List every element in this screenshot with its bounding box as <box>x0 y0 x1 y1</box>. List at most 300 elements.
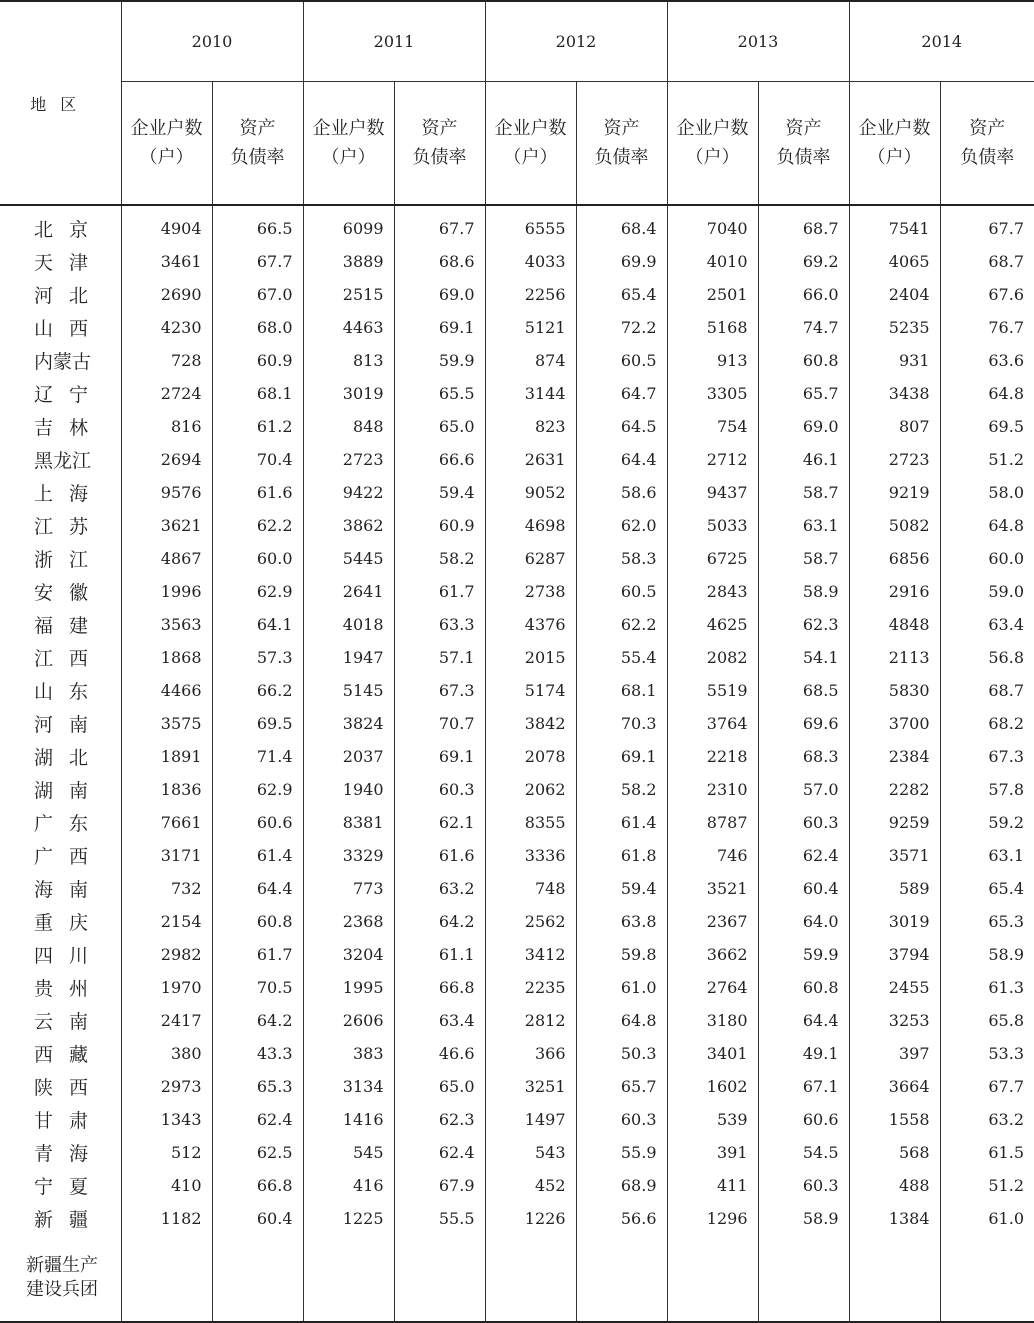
region-cell: 山西 <box>0 311 121 344</box>
enterprise-count-cell: 539 <box>667 1103 758 1136</box>
debt-ratio-cell: 58.3 <box>576 542 667 575</box>
table-row <box>0 212 1034 245</box>
debt-ratio-cell: 61.4 <box>212 839 303 872</box>
table-row <box>0 806 1034 839</box>
enterprise-count-cell: 2515 <box>303 278 394 311</box>
enterprise-count-cell: 2218 <box>667 740 758 773</box>
enterprise-count-cell: 3700 <box>849 707 940 740</box>
debt-ratio-cell: 62.0 <box>576 509 667 542</box>
region-cell: 新疆生产 建设兵团 <box>0 1235 121 1322</box>
debt-ratio-cell: 58.9 <box>758 1202 849 1235</box>
table-row <box>0 1169 1034 1202</box>
table-row <box>0 839 1034 872</box>
enterprise-count-cell: 3794 <box>849 938 940 971</box>
table-row <box>0 674 1034 707</box>
enterprise-count-cell: 3401 <box>667 1037 758 1070</box>
enterprise-count-cell: 9422 <box>303 476 394 509</box>
debt-ratio-cell: 65.3 <box>212 1070 303 1103</box>
enterprise-count-cell: 2562 <box>485 905 576 938</box>
debt-ratio-cell: 59.8 <box>576 938 667 971</box>
debt-ratio-cell: 53.3 <box>940 1037 1034 1070</box>
debt-ratio-cell: 66.8 <box>394 971 485 1004</box>
debt-ratio-cell: 67.7 <box>940 1070 1034 1103</box>
enterprise-count-cell: 4033 <box>485 245 576 278</box>
enterprise-count-cell: 2973 <box>121 1070 212 1103</box>
enterprise-count-cell: 6725 <box>667 542 758 575</box>
year-header: 2010 <box>121 1 303 82</box>
debt-ratio-cell: 66.0 <box>758 278 849 311</box>
debt-ratio-cell: 59.4 <box>576 872 667 905</box>
debt-ratio-cell: 54.5 <box>758 1136 849 1169</box>
debt-ratio-cell: 65.7 <box>758 377 849 410</box>
region-cell: 海南 <box>0 872 121 905</box>
region-cell: 湖北 <box>0 740 121 773</box>
enterprise-count-cell: 732 <box>121 872 212 905</box>
enterprise-count-cell: 1996 <box>121 575 212 608</box>
enterprise-count-cell: 512 <box>121 1136 212 1169</box>
enterprise-count-cell: 1970 <box>121 971 212 1004</box>
enterprise-count-cell: 5830 <box>849 674 940 707</box>
enterprise-count-cell: 2723 <box>849 443 940 476</box>
enterprise-count-cell: 2015 <box>485 641 576 674</box>
empty-cell <box>940 1235 1034 1322</box>
region-cell: 内蒙古 <box>0 344 121 377</box>
enterprise-count-cell: 2310 <box>667 773 758 806</box>
debt-ratio-cell: 69.0 <box>758 410 849 443</box>
table-row <box>0 773 1034 806</box>
enterprise-count-cell: 6856 <box>849 542 940 575</box>
enterprise-count-cell: 3824 <box>303 707 394 740</box>
debt-ratio-cell: 62.4 <box>394 1136 485 1169</box>
debt-ratio-cell: 63.6 <box>940 344 1034 377</box>
enterprise-count-cell: 1226 <box>485 1202 576 1235</box>
debt-ratio-cell: 60.5 <box>576 344 667 377</box>
debt-ratio-cell: 46.6 <box>394 1037 485 1070</box>
debt-ratio-cell: 67.0 <box>212 278 303 311</box>
debt-ratio-cell: 64.1 <box>212 608 303 641</box>
table-row <box>0 245 1034 278</box>
table-body <box>0 205 1034 1322</box>
debt-ratio-cell: 63.2 <box>940 1103 1034 1136</box>
debt-ratio-cell: 61.2 <box>212 410 303 443</box>
debt-ratio-cell: 68.4 <box>576 212 667 245</box>
enterprise-count-cell: 3662 <box>667 938 758 971</box>
empty-cell <box>576 1235 667 1322</box>
debt-ratio-cell: 61.8 <box>576 839 667 872</box>
enterprise-count-cell: 2078 <box>485 740 576 773</box>
enterprise-count-cell: 452 <box>485 1169 576 1202</box>
debt-ratio-cell: 64.2 <box>212 1004 303 1037</box>
enterprise-count-cell: 6287 <box>485 542 576 575</box>
enterprise-count-cell: 9259 <box>849 806 940 839</box>
enterprise-count-cell: 754 <box>667 410 758 443</box>
enterprise-count-cell: 410 <box>121 1169 212 1202</box>
debt-ratio-cell: 60.8 <box>758 344 849 377</box>
enterprise-count-header: 企业户数 （户） <box>121 82 212 206</box>
debt-ratio-cell: 58.9 <box>940 938 1034 971</box>
debt-ratio-cell: 68.2 <box>940 707 1034 740</box>
debt-ratio-cell: 65.0 <box>394 410 485 443</box>
debt-ratio-cell: 63.2 <box>394 872 485 905</box>
debt-ratio-cell: 55.5 <box>394 1202 485 1235</box>
debt-ratio-cell: 61.6 <box>212 476 303 509</box>
enterprise-count-cell: 3889 <box>303 245 394 278</box>
debt-ratio-cell: 50.3 <box>576 1037 667 1070</box>
enterprise-count-cell: 4904 <box>121 212 212 245</box>
debt-ratio-cell: 60.0 <box>212 542 303 575</box>
debt-ratio-cell: 49.1 <box>758 1037 849 1070</box>
enterprise-count-cell: 1225 <box>303 1202 394 1235</box>
enterprise-count-cell: 2916 <box>849 575 940 608</box>
region-cell: 宁夏 <box>0 1169 121 1202</box>
enterprise-count-cell: 4463 <box>303 311 394 344</box>
enterprise-count-cell: 5168 <box>667 311 758 344</box>
region-cell: 甘肃 <box>0 1103 121 1136</box>
debt-ratio-cell: 69.1 <box>394 740 485 773</box>
debt-ratio-cell: 60.3 <box>758 1169 849 1202</box>
enterprise-count-cell: 746 <box>667 839 758 872</box>
debt-ratio-cell: 66.2 <box>212 674 303 707</box>
enterprise-count-cell: 2738 <box>485 575 576 608</box>
enterprise-count-cell: 2256 <box>485 278 576 311</box>
debt-ratio-cell: 60.3 <box>758 806 849 839</box>
debt-ratio-cell: 71.4 <box>212 740 303 773</box>
region-cell: 上海 <box>0 476 121 509</box>
debt-ratio-cell: 60.3 <box>576 1103 667 1136</box>
enterprise-count-cell: 4698 <box>485 509 576 542</box>
enterprise-count-cell: 2368 <box>303 905 394 938</box>
debt-ratio-cell: 57.8 <box>940 773 1034 806</box>
debt-ratio-cell: 63.4 <box>940 608 1034 641</box>
enterprise-count-cell: 3329 <box>303 839 394 872</box>
table-row <box>0 1136 1034 1169</box>
debt-ratio-cell: 59.9 <box>758 938 849 971</box>
debt-ratio-cell: 58.7 <box>758 542 849 575</box>
debt-ratio-cell: 66.8 <box>212 1169 303 1202</box>
enterprise-count-cell: 2113 <box>849 641 940 674</box>
region-cell: 贵州 <box>0 971 121 1004</box>
region-cell: 浙江 <box>0 542 121 575</box>
enterprise-count-cell: 3664 <box>849 1070 940 1103</box>
debt-ratio-cell: 69.5 <box>212 707 303 740</box>
debt-ratio-cell: 46.1 <box>758 443 849 476</box>
enterprise-count-cell: 1995 <box>303 971 394 1004</box>
debt-ratio-cell: 68.3 <box>758 740 849 773</box>
table-row <box>0 740 1034 773</box>
debt-ratio-cell: 65.8 <box>940 1004 1034 1037</box>
enterprise-count-cell: 2501 <box>667 278 758 311</box>
debt-ratio-cell: 64.2 <box>394 905 485 938</box>
region-cell: 福建 <box>0 608 121 641</box>
debt-ratio-cell: 43.3 <box>212 1037 303 1070</box>
enterprise-count-cell: 3842 <box>485 707 576 740</box>
debt-ratio-cell: 67.1 <box>758 1070 849 1103</box>
debt-ratio-cell: 58.9 <box>758 575 849 608</box>
enterprise-count-cell: 8787 <box>667 806 758 839</box>
empty-cell <box>303 1235 394 1322</box>
debt-ratio-cell: 62.4 <box>758 839 849 872</box>
debt-ratio-cell: 58.7 <box>758 476 849 509</box>
enterprise-count-cell: 4018 <box>303 608 394 641</box>
table-row <box>0 1070 1034 1103</box>
enterprise-count-cell: 773 <box>303 872 394 905</box>
enterprise-count-cell: 488 <box>849 1169 940 1202</box>
debt-ratio-cell: 67.9 <box>394 1169 485 1202</box>
enterprise-count-header: 企业户数 （户） <box>667 82 758 206</box>
debt-ratio-header: 资产 负债率 <box>394 82 485 206</box>
debt-ratio-cell: 62.3 <box>758 608 849 641</box>
debt-ratio-cell: 51.2 <box>940 1169 1034 1202</box>
region-cell: 重庆 <box>0 905 121 938</box>
debt-ratio-cell: 60.5 <box>576 575 667 608</box>
enterprise-count-cell: 1947 <box>303 641 394 674</box>
region-cell: 广东 <box>0 806 121 839</box>
table-row <box>0 377 1034 410</box>
debt-ratio-cell: 68.1 <box>576 674 667 707</box>
debt-ratio-cell: 63.1 <box>758 509 849 542</box>
debt-ratio-cell: 60.4 <box>212 1202 303 1235</box>
enterprise-count-cell: 4230 <box>121 311 212 344</box>
enterprise-count-cell: 913 <box>667 344 758 377</box>
debt-ratio-cell: 62.1 <box>394 806 485 839</box>
enterprise-count-cell: 543 <box>485 1136 576 1169</box>
enterprise-count-cell: 816 <box>121 410 212 443</box>
enterprise-count-cell: 2764 <box>667 971 758 1004</box>
empty-cell <box>212 1235 303 1322</box>
year-header: 2014 <box>849 1 1034 82</box>
table-row <box>0 608 1034 641</box>
debt-ratio-cell: 56.8 <box>940 641 1034 674</box>
enterprise-count-cell: 5174 <box>485 674 576 707</box>
debt-ratio-cell: 61.1 <box>394 938 485 971</box>
debt-ratio-cell: 60.8 <box>212 905 303 938</box>
debt-ratio-cell: 70.4 <box>212 443 303 476</box>
table-row <box>0 1004 1034 1037</box>
enterprise-count-cell: 2606 <box>303 1004 394 1037</box>
table-row <box>0 542 1034 575</box>
enterprise-count-cell: 7661 <box>121 806 212 839</box>
table-row <box>0 905 1034 938</box>
enterprise-count-cell: 5235 <box>849 311 940 344</box>
enterprise-count-cell: 4848 <box>849 608 940 641</box>
debt-ratio-cell: 64.8 <box>940 509 1034 542</box>
debt-ratio-cell: 65.5 <box>394 377 485 410</box>
enterprise-count-cell: 5445 <box>303 542 394 575</box>
enterprise-count-cell: 9052 <box>485 476 576 509</box>
region-column-header: 地区 <box>0 1 121 205</box>
debt-ratio-cell: 68.1 <box>212 377 303 410</box>
enterprise-count-cell: 3305 <box>667 377 758 410</box>
debt-ratio-cell: 60.3 <box>394 773 485 806</box>
enterprise-count-cell: 2154 <box>121 905 212 938</box>
region-cell: 新疆 <box>0 1202 121 1235</box>
debt-ratio-cell: 62.9 <box>212 773 303 806</box>
enterprise-count-cell: 397 <box>849 1037 940 1070</box>
table-row <box>0 410 1034 443</box>
debt-ratio-cell: 68.6 <box>394 245 485 278</box>
enterprise-count-cell: 7040 <box>667 212 758 245</box>
debt-ratio-cell: 58.2 <box>576 773 667 806</box>
enterprise-count-cell: 2812 <box>485 1004 576 1037</box>
debt-ratio-cell: 68.7 <box>940 674 1034 707</box>
enterprise-count-cell: 9437 <box>667 476 758 509</box>
debt-ratio-cell: 66.5 <box>212 212 303 245</box>
table-row <box>0 311 1034 344</box>
empty-cell <box>394 1235 485 1322</box>
debt-ratio-cell: 55.9 <box>576 1136 667 1169</box>
year-header: 2012 <box>485 1 667 82</box>
debt-ratio-cell: 57.0 <box>758 773 849 806</box>
enterprise-count-cell: 2712 <box>667 443 758 476</box>
debt-ratio-cell: 64.8 <box>940 377 1034 410</box>
debt-ratio-cell: 67.7 <box>394 212 485 245</box>
debt-ratio-cell: 62.2 <box>212 509 303 542</box>
table-row <box>0 938 1034 971</box>
enterprise-count-cell: 1384 <box>849 1202 940 1235</box>
table-row <box>0 641 1034 674</box>
enterprise-count-cell: 748 <box>485 872 576 905</box>
debt-ratio-cell: 65.3 <box>940 905 1034 938</box>
year-header: 2011 <box>303 1 485 82</box>
debt-ratio-cell: 64.0 <box>758 905 849 938</box>
region-cell: 青海 <box>0 1136 121 1169</box>
enterprise-count-cell: 4625 <box>667 608 758 641</box>
debt-ratio-cell: 68.5 <box>758 674 849 707</box>
enterprise-count-cell: 1296 <box>667 1202 758 1235</box>
enterprise-count-cell: 8355 <box>485 806 576 839</box>
debt-ratio-cell: 62.9 <box>212 575 303 608</box>
debt-ratio-cell: 64.4 <box>758 1004 849 1037</box>
debt-ratio-cell: 57.3 <box>212 641 303 674</box>
debt-ratio-cell: 55.4 <box>576 641 667 674</box>
debt-ratio-cell: 67.3 <box>394 674 485 707</box>
debt-ratio-cell: 60.0 <box>940 542 1034 575</box>
enterprise-count-cell: 3180 <box>667 1004 758 1037</box>
debt-ratio-cell: 54.1 <box>758 641 849 674</box>
enterprise-count-cell: 6099 <box>303 212 394 245</box>
debt-ratio-cell: 69.1 <box>394 311 485 344</box>
debt-ratio-cell: 65.0 <box>394 1070 485 1103</box>
table-row <box>0 971 1034 1004</box>
debt-ratio-cell: 76.7 <box>940 311 1034 344</box>
table-row <box>0 707 1034 740</box>
enterprise-count-cell: 3251 <box>485 1070 576 1103</box>
enterprise-count-cell: 3204 <box>303 938 394 971</box>
region-cell: 吉林 <box>0 410 121 443</box>
region-cell: 河南 <box>0 707 121 740</box>
debt-ratio-cell: 63.1 <box>940 839 1034 872</box>
enterprise-count-header: 企业户数 （户） <box>485 82 576 206</box>
enterprise-count-cell: 2631 <box>485 443 576 476</box>
enterprise-count-cell: 6555 <box>485 212 576 245</box>
debt-ratio-header: 资产 负债率 <box>212 82 303 206</box>
enterprise-count-cell: 3461 <box>121 245 212 278</box>
debt-ratio-cell: 67.3 <box>940 740 1034 773</box>
enterprise-count-cell: 1343 <box>121 1103 212 1136</box>
table-row <box>0 443 1034 476</box>
debt-ratio-cell: 62.2 <box>576 608 667 641</box>
debt-ratio-cell: 61.7 <box>394 575 485 608</box>
enterprise-count-header: 企业户数 （户） <box>849 82 940 206</box>
table-row <box>0 1235 1034 1322</box>
enterprise-count-cell: 728 <box>121 344 212 377</box>
debt-ratio-cell: 61.6 <box>394 839 485 872</box>
debt-ratio-cell: 61.0 <box>576 971 667 1004</box>
enterprise-count-cell: 823 <box>485 410 576 443</box>
region-cell: 四川 <box>0 938 121 971</box>
debt-ratio-cell: 68.0 <box>212 311 303 344</box>
table-row <box>0 509 1034 542</box>
enterprise-count-cell: 2843 <box>667 575 758 608</box>
enterprise-count-header: 企业户数 （户） <box>303 82 394 206</box>
enterprise-count-cell: 7541 <box>849 212 940 245</box>
debt-ratio-cell: 60.6 <box>212 806 303 839</box>
region-cell: 山东 <box>0 674 121 707</box>
enterprise-count-cell: 813 <box>303 344 394 377</box>
debt-ratio-cell: 69.6 <box>758 707 849 740</box>
debt-ratio-cell: 59.0 <box>940 575 1034 608</box>
debt-ratio-cell: 60.9 <box>394 509 485 542</box>
enterprise-count-cell: 2384 <box>849 740 940 773</box>
region-cell: 湖南 <box>0 773 121 806</box>
debt-ratio-cell: 69.0 <box>394 278 485 311</box>
enterprise-count-cell: 5519 <box>667 674 758 707</box>
table-row <box>0 575 1034 608</box>
table-row <box>0 344 1034 377</box>
debt-ratio-cell: 59.9 <box>394 344 485 377</box>
enterprise-count-cell: 3134 <box>303 1070 394 1103</box>
enterprise-count-cell: 2694 <box>121 443 212 476</box>
debt-ratio-cell: 58.2 <box>394 542 485 575</box>
debt-ratio-cell: 62.5 <box>212 1136 303 1169</box>
debt-ratio-cell: 61.0 <box>940 1202 1034 1235</box>
enterprise-count-cell: 9219 <box>849 476 940 509</box>
debt-ratio-cell: 65.4 <box>576 278 667 311</box>
empty-cell <box>758 1235 849 1322</box>
debt-ratio-cell: 51.2 <box>940 443 1034 476</box>
debt-ratio-cell: 60.9 <box>212 344 303 377</box>
enterprise-count-cell: 3336 <box>485 839 576 872</box>
debt-ratio-cell: 60.8 <box>758 971 849 1004</box>
debt-ratio-cell: 67.7 <box>212 245 303 278</box>
table-row <box>0 476 1034 509</box>
enterprise-count-cell: 2235 <box>485 971 576 1004</box>
debt-ratio-cell: 58.6 <box>576 476 667 509</box>
enterprise-count-cell: 848 <box>303 410 394 443</box>
enterprise-count-cell: 3438 <box>849 377 940 410</box>
region-cell: 天津 <box>0 245 121 278</box>
enterprise-count-cell: 5121 <box>485 311 576 344</box>
enterprise-count-cell: 2982 <box>121 938 212 971</box>
debt-ratio-cell: 56.6 <box>576 1202 667 1235</box>
enterprise-count-cell: 380 <box>121 1037 212 1070</box>
debt-ratio-cell: 65.7 <box>576 1070 667 1103</box>
enterprise-count-cell: 3571 <box>849 839 940 872</box>
enterprise-count-cell: 3764 <box>667 707 758 740</box>
region-cell: 安徽 <box>0 575 121 608</box>
debt-ratio-cell: 64.4 <box>212 872 303 905</box>
enterprise-count-cell: 3621 <box>121 509 212 542</box>
enterprise-count-cell: 4065 <box>849 245 940 278</box>
debt-ratio-cell: 70.3 <box>576 707 667 740</box>
debt-ratio-cell: 68.7 <box>758 212 849 245</box>
enterprise-count-cell: 1602 <box>667 1070 758 1103</box>
enterprise-count-cell: 874 <box>485 344 576 377</box>
debt-ratio-cell: 69.9 <box>576 245 667 278</box>
enterprise-count-cell: 4466 <box>121 674 212 707</box>
debt-ratio-cell: 65.4 <box>940 872 1034 905</box>
enterprise-count-cell: 1416 <box>303 1103 394 1136</box>
